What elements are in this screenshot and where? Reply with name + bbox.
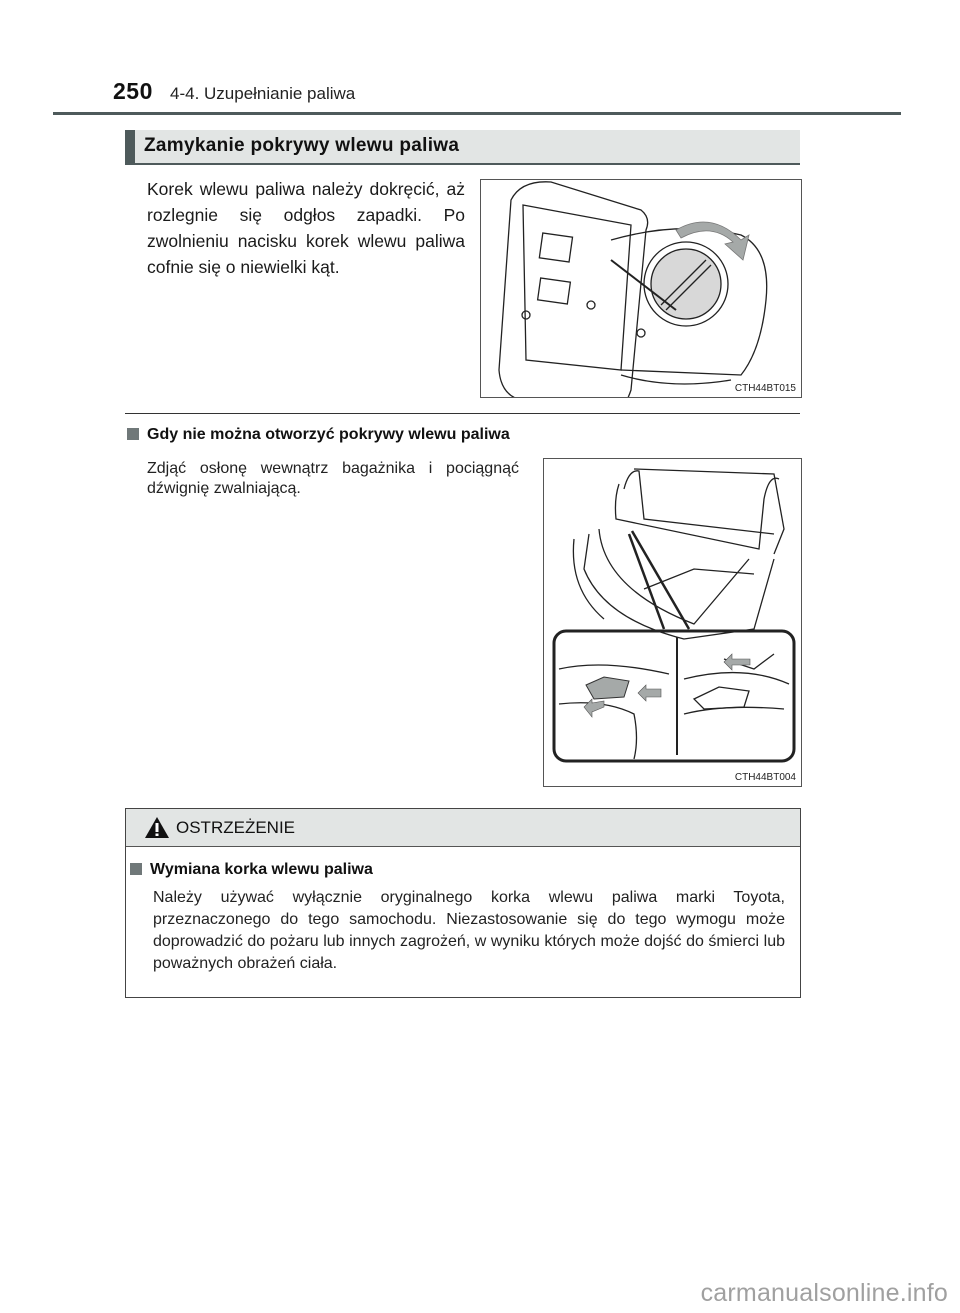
- trunk-release-illustration-icon: [544, 459, 801, 786]
- warning-text: Należy używać wyłącznie oryginalnego korka wlewu paliwa marki Toyota, przeznaczonego do tego samochodu. Niezastosowanie się do tego wymogu może doprowadzić do pożaru lub innych zagrożeń, w wyniku których może dojść do śmierci lub poważnych obrażeń ciała.: [153, 889, 785, 972]
- subsection-heading: [127, 426, 510, 444]
- subsection-paragraph: Zdjąć osłonę wewnątrz bagażnika i pociągnąć dźwignię zwalniającą.: [147, 460, 519, 497]
- fuel-cap-illustration-icon: [481, 180, 801, 397]
- warning-title: OSTRZEŻENIE: [176, 818, 296, 837]
- header-rule: [53, 112, 901, 115]
- subsection-title: Gdy nie można otworzyć pokrywy wlewu paliwa: [147, 426, 510, 443]
- section-heading-bar: [125, 130, 800, 165]
- figure-trunk-release: [543, 458, 802, 787]
- section-paragraph: Korek wlewu paliwa należy dokręcić, aż rozlegnie się odgłos zapadki. Po zwolnieniu nacisku korek wlewu paliwa cofnie się o niewielki kąt.: [147, 179, 465, 277]
- section-title: Zamykanie pokrywy wlewu paliwa: [144, 135, 460, 156]
- warning-box: [125, 808, 801, 998]
- chapter-title: 4-4. Uzupełnianie paliwa: [170, 84, 356, 103]
- warning-triangle-icon: [144, 816, 170, 839]
- figure-code: CTH44BT004: [734, 772, 796, 783]
- warning-header: [126, 809, 800, 847]
- section-divider: [125, 413, 800, 414]
- warning-subtitle: Wymiana korka wlewu paliwa: [150, 861, 373, 878]
- warning-subtitle-row: [130, 861, 373, 879]
- bullet-square-icon: [130, 863, 142, 875]
- figure-fuel-cap: [480, 179, 802, 398]
- section-accent: [125, 130, 135, 165]
- page-number: 250: [113, 78, 153, 104]
- bullet-square-icon: [127, 428, 139, 440]
- watermark: carmanualsonline.info: [700, 1279, 948, 1307]
- figure-code: CTH44BT015: [734, 383, 796, 394]
